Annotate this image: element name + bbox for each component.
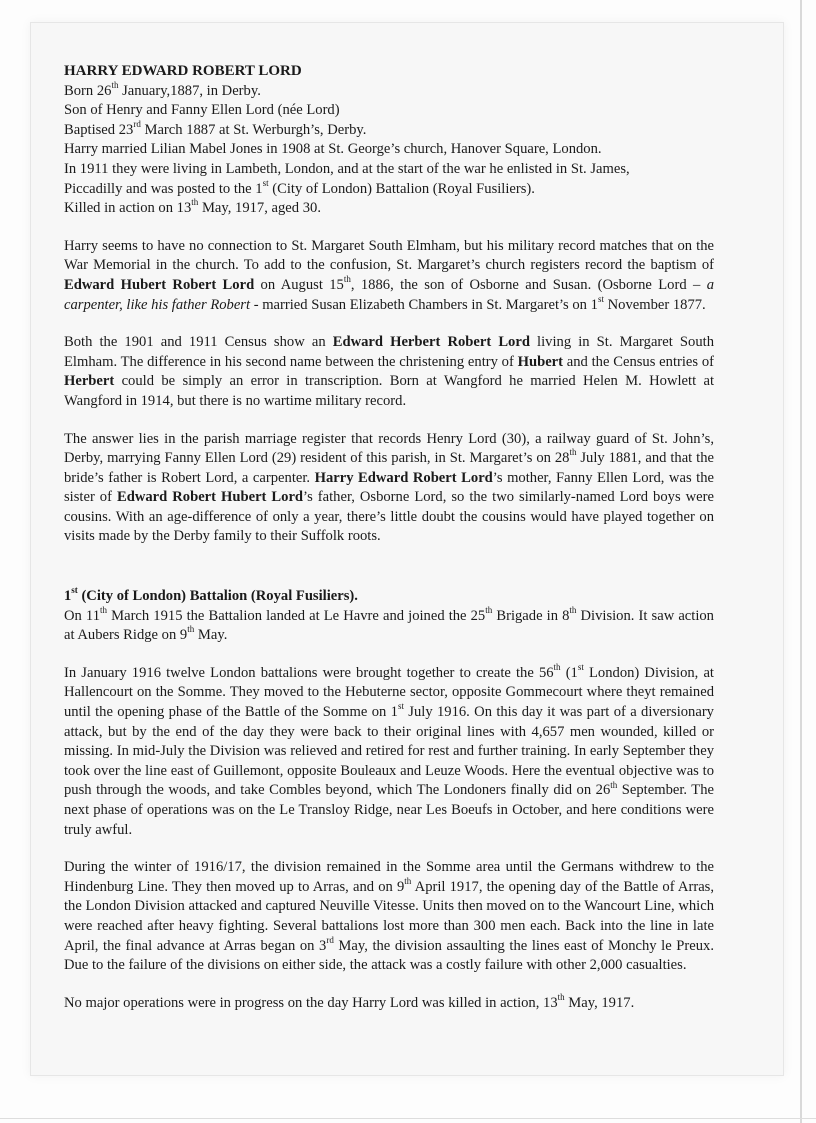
ordinal-sup: th	[485, 604, 493, 615]
text-run: The answer lies in the parish marriage register that records Henry Lord (30), a railway guard of St. John’s, Derby, marrying Fanny Ellen Lord (29) resident of this parish, in St. Margaret’s on 28	[64, 430, 714, 467]
ordinal-sup: th	[100, 604, 108, 615]
bold-name: Edward Hubert Robert Lord	[64, 276, 255, 293]
page-edge-right	[800, 0, 802, 1123]
text-run: May, 1917.	[564, 994, 635, 1011]
death-line	[64, 199, 714, 219]
baptism-text: Baptised 23	[64, 121, 134, 138]
ordinal-sup: th	[610, 779, 618, 790]
text-run: No major operations were in progress on the day Harry Lord was killed in action, 13	[64, 994, 558, 1011]
death-text: Killed in action on 13	[64, 200, 192, 217]
bold-name: Harry Edward Robert Lord	[314, 469, 493, 486]
baptism-sup: rd	[133, 118, 141, 129]
ordinal-sup: th	[343, 274, 351, 285]
text-run: ’s mother, Fanny Ellen Lord, was the sister of	[64, 469, 714, 506]
text-run: In January 1916 twelve London battalions were brought together to create the 56	[64, 664, 554, 681]
text-run: Harry seems to have no connection to St. Margaret South Elmham, but his military record matches that on the War Memorial in the church. To add to the confusion, St. Margaret’s church registers record the baptism of	[64, 237, 714, 274]
text-run: - married Susan Elizabeth Chambers in St. Margaret’s on 1	[250, 296, 598, 313]
residence-line: In 1911 they were living in Lambeth, London, and at the start of the war he enlisted in St. James,	[64, 160, 630, 177]
text-run: November 1877.	[603, 296, 706, 313]
text-run: could be simply an error in transcription. Born at Wangford he married Helen M. Howlett at Wangford in 1914, but there is no wartime military record.	[64, 373, 714, 409]
ordinal-sup: th	[187, 624, 195, 635]
text-run: April 1917, the opening day of the Battle of Arras, the London Division attacked and captured Neuville Vitesse. Units then moved on to the Wancourt Line, which were reached after heavy fighting. Several battalions lost more than 300 men each. Back into the line in late April, the final advance at Arras began on 3	[64, 878, 714, 954]
ordinal-sup: rd	[326, 934, 334, 945]
birth-text: Born 26	[64, 82, 112, 99]
text-run: , 1886, the son of Osborne and Susan. (Osborne Lord –	[350, 276, 707, 293]
ordinal-sup: st	[397, 701, 404, 712]
posting-sup: st	[262, 177, 269, 188]
text-run: Both the 1901 and 1911 Census show an	[64, 334, 333, 351]
ordinal-sup: st	[577, 661, 584, 672]
document-body	[64, 62, 714, 1031]
text-run: living in St. Margaret South Elmham. The difference in his second name between the christening entry of	[64, 334, 714, 370]
paragraph-56th-division	[64, 661, 714, 840]
person-title: HARRY EDWARD ROBERT LORD	[64, 63, 302, 79]
paragraph-census	[64, 333, 714, 411]
bold-name: Hubert	[517, 353, 564, 370]
birth-line	[64, 79, 714, 102]
text-run: ’s father, Osborne Lord, so the two similarly-named Lord boys were cousins. With an age-difference of only a year, there’s little doubt the cousins would have played together on visits made by the Derby family to their Suffolk roots.	[64, 489, 714, 545]
text-run: July 1916. On this day it was part of a diversionary attack, but by the end of the day they were back to their original lines with 4,657 men wounded, killed or missing. In mid-July the Division was relieved and retired for rest and further training. In early September they took over the line east of Guillemont, opposite Bouleaux and Leuze Woods. Here the eventual objective was to push through the woods, and take Combles beyond, which The Londoners finally did on 26	[64, 704, 714, 799]
bold-name: Edward Herbert Robert Lord	[332, 334, 530, 351]
biography-block	[64, 62, 714, 219]
ordinal-sup: th	[553, 661, 561, 672]
italic-note: a carpenter, like his father Robert	[64, 276, 714, 313]
text-run: September. The next phase of operations was on the Le Transloy Ridge, near Les Boeufs in October, and here conditions were truly awful.	[64, 782, 714, 838]
paragraph-military-record	[64, 237, 714, 315]
birth-text-end: January,1887, in Derby.	[118, 82, 261, 99]
baptism-line	[64, 118, 714, 141]
ordinal-sup: th	[557, 991, 565, 1002]
heading-text: 1	[64, 588, 72, 605]
bold-name: Edward Robert Hubert Lord	[116, 489, 304, 506]
heading-sup: st	[71, 585, 78, 596]
posting-line	[64, 177, 714, 200]
ordinal-sup: th	[569, 604, 577, 615]
death-text-end: May, 1917, aged 30.	[198, 200, 321, 217]
posting-text: Piccadilly and was posted to the 1	[64, 180, 263, 197]
parents-line: Son of Henry and Fanny Ellen Lord (née Lord)	[64, 102, 340, 119]
section-heading	[64, 587, 714, 607]
bold-name: Herbert	[64, 373, 115, 390]
text-run: Brigade in 8	[492, 607, 570, 624]
battalion-section	[64, 587, 714, 646]
paragraph-winter-1916	[64, 858, 714, 976]
ordinal-sup: th	[404, 875, 412, 886]
birth-sup: th	[111, 79, 119, 90]
text-run: London) Division, at Hallencourt on the Somme. They moved to the Hebuterne sector, opposite Gommecourt where theyt remained until the opening phase of the Battle of the Somme on 1	[64, 664, 714, 721]
text-run: May.	[194, 627, 228, 644]
ordinal-sup: st	[597, 293, 604, 304]
ordinal-sup: th	[569, 447, 577, 458]
text-run: and the Census entries of	[563, 353, 714, 370]
text-run: On 11	[64, 607, 100, 624]
posting-text-end: (City of London) Battalion (Royal Fusiliers).	[268, 180, 535, 197]
text-run: on August 15	[254, 276, 344, 293]
text-run: Division. It saw action at Aubers Ridge on 9	[64, 607, 714, 644]
paragraph-closing	[64, 991, 714, 1014]
paragraph-marriage-register	[64, 430, 714, 548]
text-run: During the winter of 1916/17, the division remained in the Somme area until the Germans withdrew to the Hindenburg Line. They then moved up to Arras, and on 9	[64, 859, 714, 895]
baptism-text-end: March 1887 at St. Werburgh’s, Derby.	[140, 121, 367, 138]
text-run: July 1881, and that the bride’s father is Robert Lord, a carpenter.	[64, 450, 714, 486]
marriage-line: Harry married Lilian Mabel Jones in 1908 at St. George’s church, Hanover Square, London.	[64, 141, 602, 158]
text-run: March 1915 the Battalion landed at Le Havre and joined the 25	[107, 607, 486, 624]
text-run: May, the division assaulting the lines east of Monchy le Preux. Due to the failure of the divisions on either side, the attack was a costly failure with other 2,000 casualties.	[64, 937, 714, 974]
death-sup: th	[191, 197, 199, 208]
text-run: (1	[560, 664, 578, 681]
page-edge-bottom	[0, 1118, 816, 1119]
heading-text-end: (City of London) Battalion (Royal Fusiliers).	[77, 588, 358, 605]
